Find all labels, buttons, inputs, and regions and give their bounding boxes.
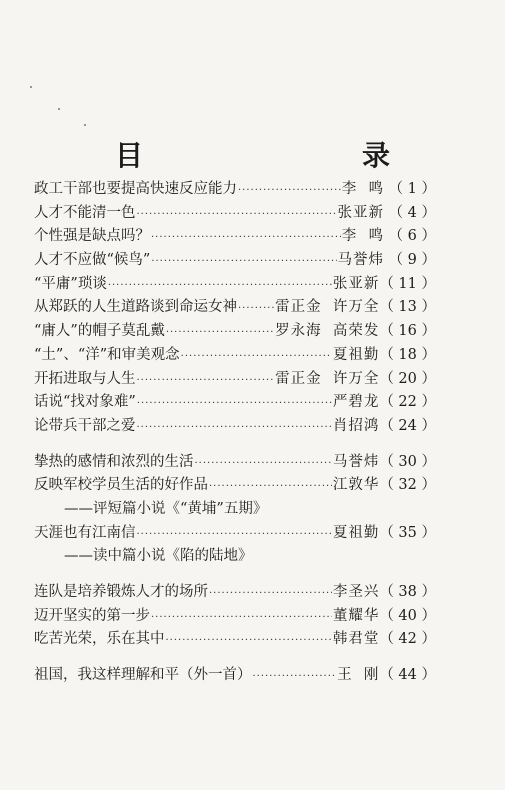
toc-entry-title: 开拓进取与人生 bbox=[34, 370, 136, 387]
toc-entry-author: 张亚新 bbox=[337, 204, 384, 221]
toc-entry-author: 严碧龙 bbox=[332, 394, 380, 411]
toc-subtitle-row bbox=[34, 545, 436, 569]
toc-entry-page: （ 13 ） bbox=[379, 299, 436, 316]
toc-entry-page: （ 6 ） bbox=[388, 228, 436, 245]
toc-entry[interactable] bbox=[34, 664, 436, 688]
toc-entry-author: 罗永海 高荣发 bbox=[275, 323, 380, 340]
toc-entry-author: 肖招鸿 bbox=[332, 417, 380, 434]
toc-entry-author: 夏祖勤 bbox=[332, 524, 380, 541]
toc-entry-author: 张亚新 bbox=[332, 275, 380, 292]
dot-leader bbox=[137, 392, 332, 416]
page-title: 目 录 bbox=[115, 139, 426, 172]
toc-entry-title: 迈开坚实的第一步 bbox=[34, 607, 150, 624]
toc-subtitle: —— 读中篇小说《陷的陆地》 bbox=[64, 545, 253, 569]
toc-entry-page: （ 18 ） bbox=[379, 346, 436, 363]
toc-entry-title: 话说“找对象难” bbox=[34, 394, 136, 411]
toc-subtitle-row bbox=[34, 498, 436, 522]
toc-entry[interactable] bbox=[34, 273, 436, 297]
toc-entry[interactable] bbox=[34, 225, 436, 249]
dot-leader bbox=[137, 416, 332, 440]
toc-entry-author: 董耀华 bbox=[332, 607, 380, 624]
toc-entry[interactable] bbox=[34, 415, 436, 439]
toc-entry[interactable] bbox=[34, 522, 436, 546]
print-speck bbox=[84, 124, 86, 126]
toc-entry[interactable] bbox=[34, 628, 436, 652]
toc-entry[interactable] bbox=[34, 391, 436, 415]
toc-entry-title: 挚热的感情和浓烈的生活 bbox=[34, 453, 194, 470]
toc-entry-page: （ 44 ） bbox=[379, 667, 436, 684]
toc-entry[interactable] bbox=[34, 249, 436, 273]
toc-entry[interactable] bbox=[34, 202, 436, 226]
dot-leader bbox=[137, 369, 275, 393]
toc-entry-page: （ 16 ） bbox=[379, 323, 436, 340]
toc-entry-page: （ 4 ） bbox=[388, 204, 436, 221]
dot-leader bbox=[238, 179, 341, 203]
dot-leader bbox=[137, 203, 337, 227]
toc-entry[interactable] bbox=[34, 296, 436, 320]
toc-entry-page: （ 1 ） bbox=[388, 181, 436, 197]
dot-leader bbox=[253, 665, 337, 689]
print-speck bbox=[30, 86, 32, 88]
toc-entry-page: （ 30 ） bbox=[379, 453, 436, 470]
toc-entry-title: “土”、“洋”和审美观念 bbox=[34, 346, 180, 363]
toc-entry-author: 江敦华 bbox=[332, 477, 380, 494]
toc-entry-title: 人才不能清一色 bbox=[34, 204, 136, 221]
toc-entry-author: 雷正金 许万全 bbox=[275, 370, 380, 387]
dot-leader bbox=[108, 274, 332, 298]
print-speck bbox=[58, 108, 60, 110]
toc-entry-title: 连队是培养锻炼人才的场所 bbox=[34, 584, 208, 600]
toc-entry[interactable] bbox=[34, 320, 436, 344]
toc-entry[interactable] bbox=[34, 451, 436, 475]
toc-entry-author: 雷正金 许万全 bbox=[275, 299, 380, 316]
toc-entry-title: 祖国，我这样理解和平（外一首） bbox=[34, 667, 252, 684]
dot-leader bbox=[238, 297, 274, 321]
toc-subtitle: —— 评短篇小说《“黄埔”五期》 bbox=[64, 498, 267, 522]
toc-entry-title: 个性强是缺点吗？ bbox=[34, 228, 150, 245]
toc-entry-page: （ 42 ） bbox=[379, 631, 436, 648]
toc-entry-title: 人才不应做“候鸟” bbox=[34, 252, 151, 269]
toc-entry-author: 王 刚 bbox=[337, 667, 380, 684]
toc-entry-page: （ 35 ） bbox=[379, 524, 436, 541]
dot-leader bbox=[195, 452, 332, 476]
dot-leader bbox=[166, 321, 274, 345]
toc-entry-page: （ 24 ） bbox=[379, 417, 436, 434]
toc-entry-title: “庸人”的帽子莫乱戴 bbox=[34, 323, 165, 340]
toc-entry-page: （ 40 ） bbox=[379, 607, 436, 624]
toc-entry-author: 韩君堂 bbox=[332, 631, 380, 648]
dot-leader bbox=[181, 345, 332, 369]
dot-leader bbox=[137, 523, 332, 547]
toc-entry[interactable] bbox=[34, 344, 436, 368]
toc-entry-author: 李 鸣 bbox=[341, 181, 384, 197]
dot-leader bbox=[166, 629, 332, 653]
dot-leader bbox=[151, 250, 336, 274]
toc-entry-page: （ 20 ） bbox=[379, 370, 436, 387]
toc-entry[interactable] bbox=[34, 581, 436, 605]
toc-entry-page: （ 11 ） bbox=[379, 275, 436, 292]
toc-entry-author: 李 鸣 bbox=[341, 228, 384, 245]
section-gap bbox=[34, 569, 436, 581]
toc-entry-title: 从郑跃的人生道路谈到命运女神 bbox=[34, 299, 237, 316]
dot-leader bbox=[209, 475, 332, 499]
dot-leader bbox=[151, 606, 332, 630]
toc-entry[interactable] bbox=[34, 474, 436, 498]
toc-entry-page: （ 9 ） bbox=[388, 252, 436, 269]
toc-entry-author: 夏祖勤 bbox=[332, 346, 380, 363]
toc-entry-title: “平庸”琐谈 bbox=[34, 275, 107, 292]
toc-entry[interactable] bbox=[34, 178, 436, 202]
toc-entry-page: （ 38 ） bbox=[379, 584, 436, 600]
toc-entry-title: 政工干部也要提高快速反应能力 bbox=[34, 181, 237, 197]
toc-entry-title: 吃苦光荣，乐在其中 bbox=[34, 631, 165, 648]
toc-entry-author: 李圣兴 bbox=[332, 584, 380, 600]
toc-entry[interactable] bbox=[34, 368, 436, 392]
table-of-contents bbox=[34, 178, 436, 688]
dot-leader bbox=[151, 226, 341, 250]
section-gap bbox=[34, 439, 436, 451]
toc-entry-page: （ 32 ） bbox=[379, 477, 436, 494]
toc-entry-title: 天涯也有江南信 bbox=[34, 524, 136, 541]
toc-entry-page: （ 22 ） bbox=[379, 394, 436, 411]
toc-entry[interactable] bbox=[34, 605, 436, 629]
toc-entry-title: 反映军校学员生活的好作品 bbox=[34, 477, 208, 494]
toc-entry-title: 论带兵干部之爱 bbox=[34, 417, 136, 434]
section-gap bbox=[34, 652, 436, 664]
dot-leader bbox=[209, 582, 332, 606]
toc-entry-author: 马誉炜 bbox=[332, 453, 380, 470]
toc-entry-author: 马誉炜 bbox=[337, 252, 384, 269]
